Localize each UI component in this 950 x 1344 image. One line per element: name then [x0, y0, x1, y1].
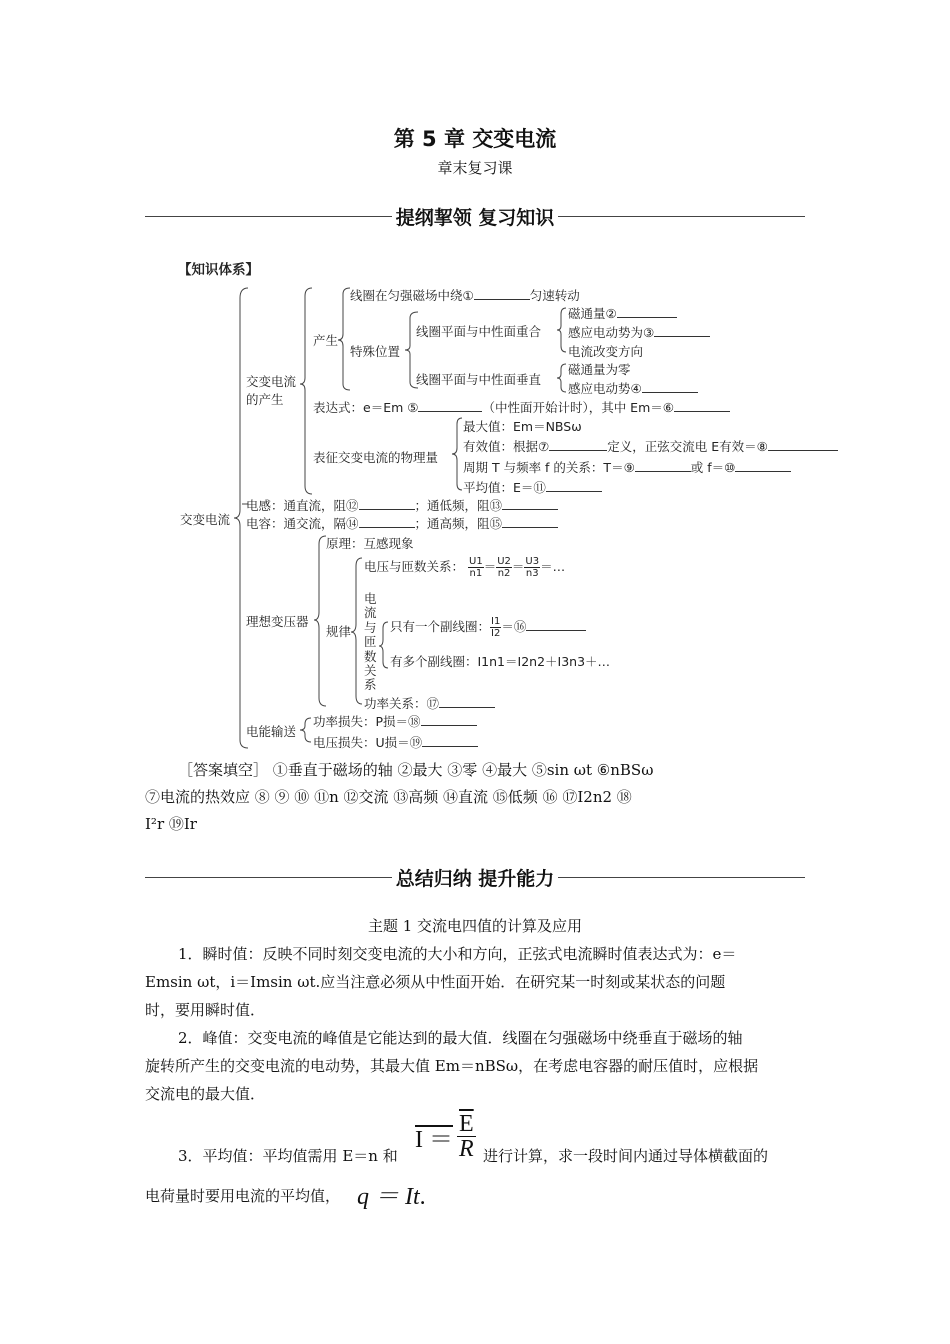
tree-power-relation: 功率关系：⑰	[364, 694, 495, 712]
fraction-i1-i2: $\frac{I1}{I2}$	[491, 616, 501, 639]
tree-power-loss: 功率损失：P损＝⑱	[313, 712, 477, 730]
tree-expression: 表达式：e＝Em ⑤ （中性面开始计时），其中 Em＝⑥	[313, 398, 730, 416]
answers-line-2: ⑦电流的热效应 ⑧ ⑨ ⑩ ⑪n ⑫交流 ⑬高频 ⑭直流 ⑮低频 ⑯ ⑰I2n2 ⑱	[145, 788, 632, 806]
tree-average-value: 平均值：E＝⑪	[463, 478, 602, 496]
knowledge-tag: 【知识体系】	[178, 262, 259, 278]
tree-effective-value: 有效值：根据⑦ 定义，正弦交流电 E有效＝⑧	[463, 437, 838, 455]
tree-inductor: 电感：通直流，阻⑫ ；通低频，阻⑬	[246, 496, 558, 514]
tree-physical-quantities: 表征交变电流的物理量	[313, 450, 439, 465]
tree-produce-label: 产生	[313, 333, 339, 348]
tree-period-frequency: 周期 T 与频率 f 的关系：T＝⑨ 或 f＝⑩	[463, 458, 791, 476]
tree-root-label: 交变电流	[180, 512, 231, 527]
tree-flux-2: 磁通量②	[568, 304, 677, 322]
tree-voltage-turns: 电压与匝数关系： $\frac{U1}{n1}$ ＝ $\frac{U2}{n2}$ ＝ $\frac{U3}{n3}$ ＝…	[364, 556, 566, 579]
topic-title: 主题 1 交流电四值的计算及应用	[367, 917, 583, 935]
fraction-u2-n2: $\frac{U2}{n2}$	[497, 556, 511, 579]
tree-emf-3: 感应电动势为③	[568, 323, 710, 341]
answers-line-3: I²r ⑲Ir	[145, 815, 197, 833]
para2-line2: 旋转所产生的交变电流的电动势，其最大值 Em＝nBSω，在考虑电容器的耐压值时，应根据	[145, 1057, 759, 1075]
para2-line3: 交流电的最大值．	[145, 1085, 266, 1103]
para2-line1: 2．峰值：交变电流的峰值是它能达到的最大值．线圈在匀强磁场中绕垂直于磁场的轴	[178, 1029, 743, 1047]
tree-generation-label: 交变电流 的产生	[246, 374, 297, 407]
tree-principle: 原理：互感现象	[326, 536, 414, 551]
tree-emf-4: 感应电动势④	[568, 379, 698, 397]
para1-line3: 时，要用瞬时值．	[145, 1001, 266, 1019]
tree-current-turns-vertical: 电流与匝数关系	[364, 591, 377, 693]
fraction-u1-n1: $\frac{U1}{n1}$	[469, 556, 483, 579]
tree-flux-zero: 磁通量为零	[568, 362, 631, 377]
tree-transformer: 理想变压器	[246, 614, 309, 629]
tree-direction-change: 电流改变方向	[568, 344, 644, 359]
charge-formula: q ＝ It.	[357, 1184, 426, 1210]
para1-line2: Emsin ωt，i＝Imsin ωt.应当注意必须从中性面开始．在研究某一时刻或某状态的问题	[145, 973, 726, 991]
para3-line2: 电荷量时要用电流的平均值，	[145, 1187, 341, 1205]
section2-heading: 总结归纳 提升能力	[392, 868, 559, 890]
tree-transmission: 电能输送	[246, 724, 297, 739]
mean-current-formula: I ＝ $\overline{E}$ R	[415, 1111, 474, 1162]
tree-capacitor: 电容：通交流，隔⑭ ；通高频，阻⑮	[246, 514, 558, 532]
tree-coincide: 线圈平面与中性面重合	[416, 324, 542, 339]
tree-one-secondary: 只有一个副线圈： $\frac{I1}{I2}$ ＝⑯	[390, 616, 586, 639]
tree-voltage-loss: 电压损失：U损＝⑲	[313, 733, 478, 751]
para3-line1-tail: 进行计算，求一段时间内通过导体横截面的	[483, 1147, 769, 1165]
tree-rotate-line: 线圈在匀强磁场中绕① 匀速转动	[350, 288, 580, 303]
chapter-title: 第 5 章 交变电流	[393, 127, 557, 151]
tree-multi-secondary: 有多个副线圈：I1n1＝I2n2＋I3n3＋…	[390, 654, 611, 669]
answers-line-1: ［答案填空］ ①垂直于磁场的轴 ②最大 ③零 ④最大 ⑤sin ωt ⑥nBSω	[178, 761, 654, 779]
section1-heading: 提纲挈领 复习知识	[392, 207, 559, 229]
tree-max-value: 最大值：Em＝NBSω	[463, 419, 582, 434]
fraction-u3-n3: $\frac{U3}{n3}$	[525, 556, 540, 579]
para3-line1: 3．平均值：平均值需用 E＝n 和	[178, 1147, 398, 1165]
tree-perpendicular: 线圈平面与中性面垂直	[416, 372, 542, 387]
tree-law: 规律	[326, 624, 352, 639]
para1-line1: 1．瞬时值：反映不同时刻交变电流的大小和方向，正弦式电流瞬时值表达式为：e＝	[178, 945, 737, 963]
tree-special-position: 特殊位置	[350, 344, 401, 359]
chapter-subtitle: 章末复习课	[437, 159, 513, 177]
